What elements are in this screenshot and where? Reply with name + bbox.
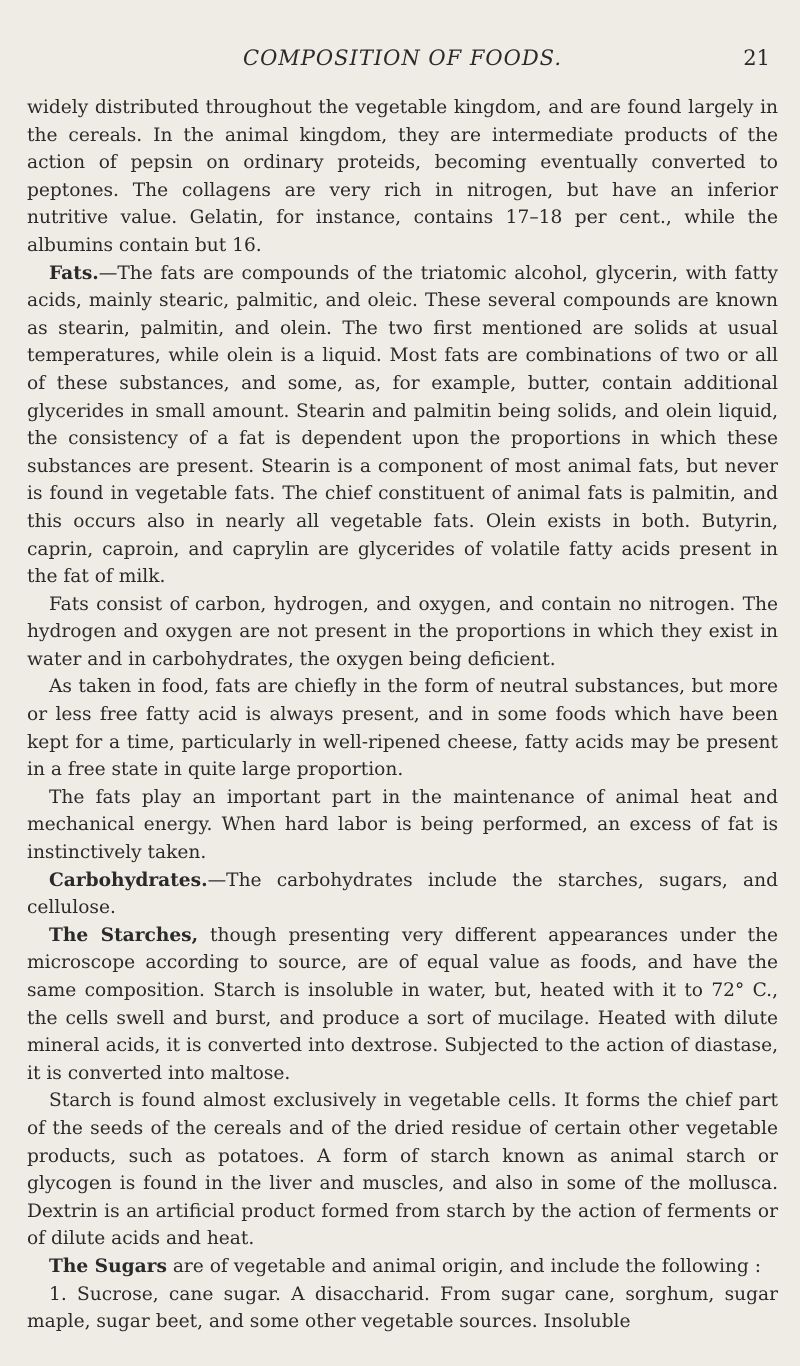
paragraph-text: though presenting very different appearances under the microscope according to source, are of equal value as foods, and have the same composition. Starch is insoluble in water, but, heated with it to 72° C., the cells swell and burst, and produce a sort of mucilage. Heated with dilute mineral acids, it is converted into dextrose. Subjected to the action of diastase, it is converted into maltose. [27,924,778,1084]
paragraph-carbohydrates [27,867,778,922]
paragraph-text: —The fats are compounds of the triatomic alcohol, glycerin, with fatty acids, mainly stearic, palmitic, and oleic. These several compounds are known as stearin, palmitin, and olein. The two first mentioned are solids at usual temperatures, while olein is a liquid. Most fats are combinations of two or all of these substances, and some, as, for example, butter, contain additional glycerides in small amount. Stearin and palmitin being solids, and olein liquid, the consistency of a fat is dependent upon the proportions in which these substances are present. Stearin is a component of most animal fats, but never is found in vegetable fats. The chief constituent of animal fats is palmitin, and this occurs also in nearly all vegetable fats. Olein exists in both. Butyrin, caprin, caproin, and caprylin are glycerides of volatile fatty acids present in the fat of milk. [27,262,778,588]
page-header [27,46,778,82]
paragraph-text: 1. Sucrose, cane sugar. A disaccharid. From sugar cane, sorghum, sugar maple, sugar beet, and some other vegetable sources. Insoluble [27,1283,778,1333]
paragraph-text: The fats play an important part in the maintenance of animal heat and mechanical energy. When hard labor is being performed, an excess of fat is instinctively taken. [27,786,778,864]
paragraph-fats-composition [27,591,778,674]
paragraph-sugars [27,1253,778,1281]
paragraph-text: are of vegetable and animal origin, and include the following : [166,1255,761,1277]
section-heading-fats: Fats. [49,262,99,284]
paragraph-sucrose [27,1281,778,1336]
paragraph-text: Starch is found almost exclusively in vegetable cells. It forms the chief part of the seeds of the cereals and of the dried residue of certain other vegetable products, such as potatoes. A form of starch known as animal starch or glycogen is found in the liver and muscles, and also in some of the mollusca. Dextrin is an artificial product formed from starch by the action of ferments or of dilute acids and heat. [27,1090,778,1250]
paragraph-text: widely distributed throughout the vegetable kingdom, and are found largely in the cereals. In the animal kingdom, they are intermediate products of the action of pepsin on ordinary proteids, becoming eventually converted to peptones. The collagens are very rich in nitrogen, but have an inferior nutritive value. Gelatin, for instance, contains 17–18 per cent., while the albumins contain but 16. [27,97,778,256]
paragraph-fats-role [27,784,778,867]
paragraph-starches [27,922,778,1088]
paragraph-fats [27,260,778,591]
section-heading-carbohydrates: Carbohydrates. [49,869,208,891]
section-heading-sugars: The Sugars [49,1255,167,1277]
page-number: 21 [743,46,770,70]
paragraph-text: —The carbohydrates include the starches, sugars, and cellulose. [27,869,778,919]
paragraph-starch-sources [27,1087,778,1253]
paragraph-fats-in-food [27,673,778,783]
paragraph-text: Fats consist of carbon, hydrogen, and oxygen, and contain no nitrogen. The hydrogen and oxygen are not present in the proportions in which they exist in water and in carbohydrates, the oxygen being deficient. [27,593,778,670]
body-text [27,94,778,1336]
paragraph-proteids-continued [27,94,778,260]
running-title: COMPOSITION OF FOODS. [243,46,562,70]
section-heading-starches: The Starches, [49,924,199,946]
paragraph-text: As taken in food, fats are chiefly in the form of neutral substances, but more or less free fatty acid is always present, and in some foods which have been kept for a time, particularly in well-ripened cheese, fatty acids may be present in a free state in quite large proportion. [27,676,778,781]
